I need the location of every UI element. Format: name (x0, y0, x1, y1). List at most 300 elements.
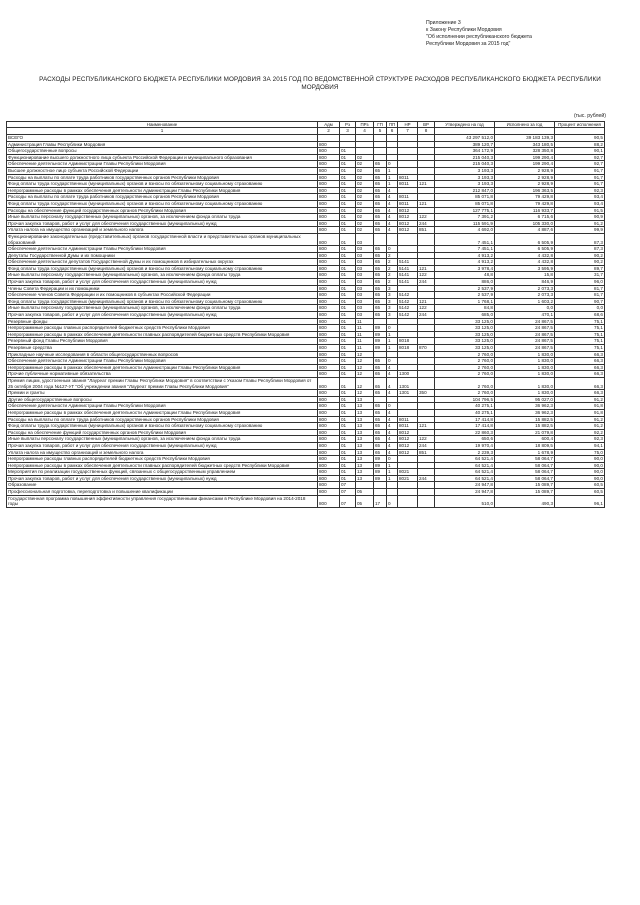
row-vr-cell: 244 (418, 220, 435, 227)
row-gp-cell: 65 (374, 423, 387, 430)
document-title: РАСХОДЫ РЕСПУБЛИКАНСКОГО БЮДЖЕТА РЕСПУБЛИКИ МОРДОВИЯ ЗА 2015 ГОД ПО ВЕДОМСТВЕННОЙ СТРУКТУРЕ РАСХОДОВ РЕСПУБЛИКАНСКОГО БЮДЖЕТА РЕСПУБЛИКИ МОРДОВИЯ (39, 76, 601, 91)
row-nr-cell: 5141 (398, 279, 418, 286)
row-executed-cell: 199 290,4 (495, 154, 555, 161)
col-header-pp: ПП (387, 122, 398, 128)
table-row (7, 489, 605, 496)
table-row (7, 462, 605, 469)
row-name-cell: Другие общегосударственные вопросы (7, 396, 318, 403)
row-adm-cell: 800 (318, 233, 340, 245)
row-adm-cell: 800 (318, 227, 340, 234)
row-prz-cell (356, 135, 374, 142)
row-prz-cell: 12 (356, 377, 374, 389)
row-pp-cell (387, 135, 398, 142)
table-row (7, 220, 605, 227)
table-row (7, 141, 605, 148)
row-vr-cell: 121 (418, 200, 435, 207)
row-rz-cell: 01 (340, 456, 356, 463)
table-row (7, 456, 605, 463)
row-executed-cell: 24 867,5 (495, 325, 555, 332)
row-approved-cell: 127 775,1 (435, 207, 495, 214)
row-name-cell: Прочие публичные нормативные обязательства (7, 371, 318, 378)
row-vr-cell (418, 371, 435, 378)
row-vr-cell (418, 358, 435, 365)
row-vr-cell (418, 135, 435, 142)
row-name-cell: Резервный фонд Главы Республики Мордовия (7, 338, 318, 345)
row-rz-cell: 01 (340, 161, 356, 168)
row-vr-cell (418, 325, 435, 332)
row-percent-cell: 90,2 (555, 252, 605, 259)
row-vr-cell (418, 187, 435, 194)
col-header-approved: Утверждено на год (435, 122, 495, 128)
row-vr-cell (418, 495, 435, 507)
row-prz-cell: 12 (356, 390, 374, 397)
row-nr-cell: 8012 (398, 214, 418, 221)
row-adm-cell: 800 (318, 298, 340, 305)
index-cell: 5 (374, 128, 387, 135)
row-gp-cell: 65 (374, 390, 387, 397)
row-prz-cell: 03 (356, 252, 374, 259)
row-approved-cell: 64 521,4 (435, 462, 495, 469)
table-row (7, 135, 605, 142)
row-adm-cell: 800 (318, 331, 340, 338)
row-pp-cell: 3 (387, 305, 398, 312)
row-nr-cell: 8021 (398, 475, 418, 482)
row-rz-cell: 01 (340, 358, 356, 365)
row-vr-cell: 122 (418, 214, 435, 221)
row-vr-cell (418, 429, 435, 436)
row-executed-cell: 1 830,0 (495, 351, 555, 358)
row-gp-cell (374, 351, 387, 358)
table-row (7, 429, 605, 436)
row-gp-cell: 65 (374, 409, 387, 416)
row-percent-cell: 0,0 (555, 305, 605, 312)
row-prz-cell: 02 (356, 181, 374, 188)
row-prz-cell: 02 (356, 187, 374, 194)
row-pp-cell: 1 (387, 331, 398, 338)
row-percent-cell: 66,3 (555, 377, 605, 389)
row-approved-cell: 2 760,0 (435, 358, 495, 365)
row-name-cell: Расходы на выплаты по оплате труда работников государственных органов Республики Мордовия (7, 416, 318, 423)
row-approved-cell: 2 537,9 (435, 285, 495, 292)
row-name-cell: Обеспечение деятельности Администрации Главы Республики Мордовия (7, 161, 318, 168)
row-pp-cell: 3 (387, 292, 398, 299)
row-approved-cell: 7 451,1 (435, 246, 495, 253)
row-vr-cell: 244 (418, 279, 435, 286)
row-executed-cell: 2 073,3 (495, 292, 555, 299)
row-nr-cell (398, 482, 418, 489)
row-executed-cell: 470,1 (495, 312, 555, 319)
row-rz-cell: 01 (340, 246, 356, 253)
row-prz-cell: 05 (356, 489, 374, 496)
row-nr-cell (398, 141, 418, 148)
row-rz-cell: 01 (340, 475, 356, 482)
row-pp-cell: 0 (387, 325, 398, 332)
row-pp-cell: 4 (387, 409, 398, 416)
row-gp-cell (374, 489, 387, 496)
row-executed-cell: 199 290,4 (495, 161, 555, 168)
row-nr-cell: 5141 (398, 259, 418, 266)
row-prz-cell (356, 141, 374, 148)
row-executed-cell: 58 064,7 (495, 462, 555, 469)
table-row (7, 148, 605, 155)
row-nr-cell (398, 252, 418, 259)
row-gp-cell: 65 (374, 358, 387, 365)
row-vr-cell: 122 (418, 272, 435, 279)
row-rz-cell: 01 (340, 318, 356, 325)
row-prz-cell: 13 (356, 462, 374, 469)
row-prz-cell: 12 (356, 364, 374, 371)
row-adm-cell: 800 (318, 423, 340, 430)
row-approved-cell: 2 760,0 (435, 377, 495, 389)
row-vr-cell: 121 (418, 181, 435, 188)
row-gp-cell: 65 (374, 220, 387, 227)
row-pp-cell: 0 (387, 495, 398, 507)
row-approved-cell: 40 275,1 (435, 409, 495, 416)
row-nr-cell (398, 409, 418, 416)
table-row (7, 174, 605, 181)
row-approved-cell: 389 120,7 (435, 141, 495, 148)
row-executed-cell: 2 928,9 (495, 181, 555, 188)
row-rz-cell: 01 (340, 279, 356, 286)
row-executed-cell: 24 867,5 (495, 345, 555, 352)
table-row (7, 167, 605, 174)
row-nr-cell: 5142 (398, 292, 418, 299)
row-executed-cell: 3 595,9 (495, 265, 555, 272)
table-row (7, 338, 605, 345)
row-approved-cell: 19 970,4 (435, 442, 495, 449)
row-executed-cell: 1 830,0 (495, 377, 555, 389)
col-header-prz: ПРз (356, 122, 374, 128)
row-vr-cell (418, 292, 435, 299)
row-approved-cell: 2 760,0 (435, 371, 495, 378)
row-executed-cell: 58 064,7 (495, 469, 555, 476)
row-rz-cell: 07 (340, 495, 356, 507)
row-prz-cell: 13 (356, 469, 374, 476)
row-approved-cell: 33 125,0 (435, 345, 495, 352)
col-header-percent: Процент исполнения (555, 122, 605, 128)
row-pp-cell (387, 141, 398, 148)
row-rz-cell: 01 (340, 285, 356, 292)
table-row (7, 207, 605, 214)
row-percent-cell: 92,3 (555, 187, 605, 194)
row-percent-cell: 88,2 (555, 141, 605, 148)
col-header-nr: НР (398, 122, 418, 128)
row-percent-cell: 66,3 (555, 371, 605, 378)
row-approved-cell: 510,0 (435, 495, 495, 507)
col-header-rz: Рз (340, 122, 356, 128)
row-pp-cell: 1 (387, 181, 398, 188)
row-gp-cell: 65 (374, 279, 387, 286)
row-pp-cell: 0 (387, 246, 398, 253)
index-cell: 2 (318, 128, 340, 135)
row-rz-cell: 01 (340, 469, 356, 476)
row-rz-cell: 01 (340, 181, 356, 188)
row-nr-cell (398, 154, 418, 161)
row-pp-cell: 4 (387, 364, 398, 371)
row-executed-cell: 15,8 (495, 272, 555, 279)
row-gp-cell (374, 135, 387, 142)
row-rz-cell: 01 (340, 305, 356, 312)
row-percent-cell: 90,5 (555, 135, 605, 142)
row-pp-cell: 2 (387, 279, 398, 286)
row-vr-cell (418, 469, 435, 476)
row-adm-cell: 800 (318, 403, 340, 410)
row-adm-cell: 800 (318, 174, 340, 181)
row-vr-cell: 244 (418, 312, 435, 319)
row-vr-cell: 122 (418, 305, 435, 312)
row-rz-cell: 01 (340, 436, 356, 443)
row-prz-cell: 03 (356, 305, 374, 312)
row-nr-cell (398, 246, 418, 253)
row-vr-cell (418, 285, 435, 292)
row-approved-cell: 4 913,2 (435, 252, 495, 259)
row-prz-cell: 12 (356, 358, 374, 365)
row-adm-cell: 800 (318, 364, 340, 371)
row-percent-cell: 66,3 (555, 358, 605, 365)
row-name-cell: Общегосударственные вопросы (7, 148, 318, 155)
row-nr-cell (398, 233, 418, 245)
row-pp-cell: 4 (387, 227, 398, 234)
row-pp-cell: 0 (387, 358, 398, 365)
row-approved-cell: 33 125,0 (435, 318, 495, 325)
row-prz-cell: 11 (356, 338, 374, 345)
row-percent-cell: 92,7 (555, 161, 605, 168)
row-rz-cell: 01 (340, 148, 356, 155)
row-pp-cell: 4 (387, 194, 398, 201)
row-approved-cell: 685,0 (435, 312, 495, 319)
row-vr-cell (418, 194, 435, 201)
row-gp-cell: 65 (374, 416, 387, 423)
table-row (7, 161, 605, 168)
row-name-cell: Высшее должностное лицо субъекта Российской Федерации (7, 167, 318, 174)
row-adm-cell: 800 (318, 246, 340, 253)
row-vr-cell: 870 (418, 345, 435, 352)
row-adm-cell: 800 (318, 429, 340, 436)
expenditure-table (6, 121, 605, 508)
row-rz-cell: 01 (340, 371, 356, 378)
row-vr-cell: 121 (418, 423, 435, 430)
table-row (7, 351, 605, 358)
row-executed-cell: 15 882,5 (495, 423, 555, 430)
row-gp-cell: 89 (374, 338, 387, 345)
row-pp-cell: 1 (387, 174, 398, 181)
row-nr-cell: 8012 (398, 442, 418, 449)
row-vr-cell: 851 (418, 449, 435, 456)
row-prz-cell: 03 (356, 259, 374, 266)
row-nr-cell (398, 351, 418, 358)
table-row (7, 325, 605, 332)
row-adm-cell: 800 (318, 377, 340, 389)
table-row (7, 252, 605, 259)
row-name-cell: Прочая закупка товаров, работ и услуг для обеспечения государственных (муниципальных) нужд (7, 220, 318, 227)
row-approved-cell: 4 913,2 (435, 259, 495, 266)
row-executed-cell: 1 603,2 (495, 298, 555, 305)
row-prz-cell: 12 (356, 351, 374, 358)
row-percent-cell: 87,3 (555, 233, 605, 245)
row-adm-cell: 800 (318, 181, 340, 188)
row-vr-cell: 851 (418, 227, 435, 234)
row-rz-cell: 01 (340, 292, 356, 299)
row-rz-cell: 01 (340, 345, 356, 352)
row-rz-cell: 01 (340, 187, 356, 194)
table-row (7, 272, 605, 279)
row-prz-cell: 13 (356, 416, 374, 423)
row-pp-cell: 0 (387, 161, 398, 168)
row-nr-cell (398, 489, 418, 496)
row-rz-cell: 01 (340, 298, 356, 305)
row-adm-cell: 800 (318, 318, 340, 325)
appendix-line: к Закону Республики Мордовия (426, 27, 502, 33)
row-adm-cell: 800 (318, 456, 340, 463)
table-row (7, 403, 605, 410)
row-prz-cell: 02 (356, 154, 374, 161)
row-prz-cell: 03 (356, 272, 374, 279)
row-approved-cell: 48,8 (435, 272, 495, 279)
row-adm-cell: 800 (318, 259, 340, 266)
row-adm-cell: 800 (318, 194, 340, 201)
row-rz-cell: 01 (340, 252, 356, 259)
row-gp-cell: 65 (374, 312, 387, 319)
row-gp-cell: 65 (374, 403, 387, 410)
row-adm-cell: 800 (318, 154, 340, 161)
row-rz-cell: 01 (340, 154, 356, 161)
row-nr-cell: 5142 (398, 312, 418, 319)
row-gp-cell: 65 (374, 246, 387, 253)
row-executed-cell: 58 064,7 (495, 456, 555, 463)
row-pp-cell: 1 (387, 338, 398, 345)
row-prz-cell: 03 (356, 265, 374, 272)
row-gp-cell: 65 (374, 371, 387, 378)
index-cell: 4 (356, 128, 374, 135)
row-approved-cell: 43 297 512,0 (435, 135, 495, 142)
row-pp-cell: 0 (387, 456, 398, 463)
row-approved-cell: 24 947,8 (435, 489, 495, 496)
row-rz-cell: 01 (340, 429, 356, 436)
table-row (7, 469, 605, 476)
row-nr-cell (398, 456, 418, 463)
row-nr-cell: 8018 (398, 345, 418, 352)
row-percent-cell: 75,1 (555, 338, 605, 345)
table-row (7, 259, 605, 266)
row-name-cell: Фонд оплаты труда государственных (муниципальных) органов и взносы по обязательному социальному страхованию (7, 298, 318, 305)
row-percent-cell: 60,5 (555, 489, 605, 496)
row-nr-cell (398, 358, 418, 365)
row-name-cell: Фонд оплаты труда государственных (муниципальных) органов и взносы по обязательному социальному страхованию (7, 200, 318, 207)
row-vr-cell (418, 396, 435, 403)
row-gp-cell: 65 (374, 167, 387, 174)
table-row (7, 331, 605, 338)
row-rz-cell: 01 (340, 312, 356, 319)
row-prz-cell: 13 (356, 403, 374, 410)
row-vr-cell (418, 259, 435, 266)
row-name-cell: Резервные средства (7, 345, 318, 352)
row-adm-cell: 800 (318, 220, 340, 227)
row-vr-cell (418, 489, 435, 496)
index-cell: 7 (398, 128, 418, 135)
row-executed-cell: 343 180,5 (495, 141, 555, 148)
row-pp-cell: 3 (387, 312, 398, 319)
row-percent-cell: 68,6 (555, 312, 605, 319)
row-vr-cell (418, 331, 435, 338)
row-rz-cell: 01 (340, 338, 356, 345)
row-approved-cell: 2 760,0 (435, 364, 495, 371)
row-adm-cell: 800 (318, 409, 340, 416)
row-executed-cell: 4 432,8 (495, 252, 555, 259)
row-nr-cell (398, 495, 418, 507)
table-row (7, 475, 605, 482)
row-gp-cell: 65 (374, 272, 387, 279)
row-pp-cell: 4 (387, 220, 398, 227)
row-percent-cell: 96,0 (555, 279, 605, 286)
table-row (7, 285, 605, 292)
row-name-cell: Функционирование законодательных (представительных) органов государственной власти и представительных органов муниципальных образований (7, 233, 318, 245)
row-prz-cell: 11 (356, 325, 374, 332)
row-prz-cell: 03 (356, 246, 374, 253)
row-gp-cell (374, 154, 387, 161)
index-row (7, 128, 605, 135)
row-pp-cell: 4 (387, 371, 398, 378)
row-rz-cell: 01 (340, 227, 356, 234)
row-rz-cell: 01 (340, 194, 356, 201)
row-adm-cell: 800 (318, 475, 340, 482)
row-percent-cell: 87,3 (555, 246, 605, 253)
row-percent-cell: 91,8 (555, 403, 605, 410)
row-pp-cell (387, 233, 398, 245)
row-vr-cell (418, 338, 435, 345)
row-name-cell: Иные выплаты персоналу государственных (муниципальных) органов, за исключением фонда оплаты труда (7, 305, 318, 312)
row-nr-cell (398, 331, 418, 338)
row-adm-cell: 800 (318, 325, 340, 332)
row-name-cell: Непрограммные расходы в рамках обеспечения деятельности Администрации Главы Республики Мордовия (7, 364, 318, 371)
row-executed-cell: 15 089,7 (495, 489, 555, 496)
row-nr-cell: 8011 (398, 423, 418, 430)
row-percent-cell: 99,9 (555, 227, 605, 234)
row-vr-cell: 350 (418, 390, 435, 397)
row-executed-cell: 2 928,9 (495, 167, 555, 174)
row-adm-cell (318, 135, 340, 142)
row-rz-cell: 01 (340, 351, 356, 358)
row-approved-cell: 24 947,8 (435, 482, 495, 489)
row-pp-cell: 2 (387, 272, 398, 279)
table-row (7, 312, 605, 319)
row-adm-cell: 800 (318, 396, 340, 403)
row-approved-cell: 64 521,4 (435, 469, 495, 476)
table-row (7, 358, 605, 365)
row-percent-cell: 66,3 (555, 351, 605, 358)
row-approved-cell: 886,0 (435, 279, 495, 286)
row-gp-cell: 65 (374, 298, 387, 305)
row-vr-cell (418, 252, 435, 259)
row-pp-cell: 4 (387, 442, 398, 449)
row-approved-cell: 650,6 (435, 436, 495, 443)
row-percent-cell: 90,0 (555, 456, 605, 463)
row-approved-cell: 3 193,3 (435, 167, 495, 174)
row-rz-cell: 01 (340, 259, 356, 266)
row-adm-cell: 800 (318, 148, 340, 155)
row-nr-cell: 8011 (398, 194, 418, 201)
row-prz-cell: 02 (356, 167, 374, 174)
row-percent-cell: 90,1 (555, 148, 605, 155)
table-row (7, 495, 605, 507)
row-pp-cell: 1 (387, 345, 398, 352)
row-nr-cell (398, 462, 418, 469)
row-vr-cell (418, 456, 435, 463)
row-approved-cell: 212 847,0 (435, 187, 495, 194)
row-vr-cell (418, 233, 435, 245)
row-executed-cell: 36 962,3 (495, 403, 555, 410)
row-rz-cell: 01 (340, 442, 356, 449)
table-row (7, 181, 605, 188)
